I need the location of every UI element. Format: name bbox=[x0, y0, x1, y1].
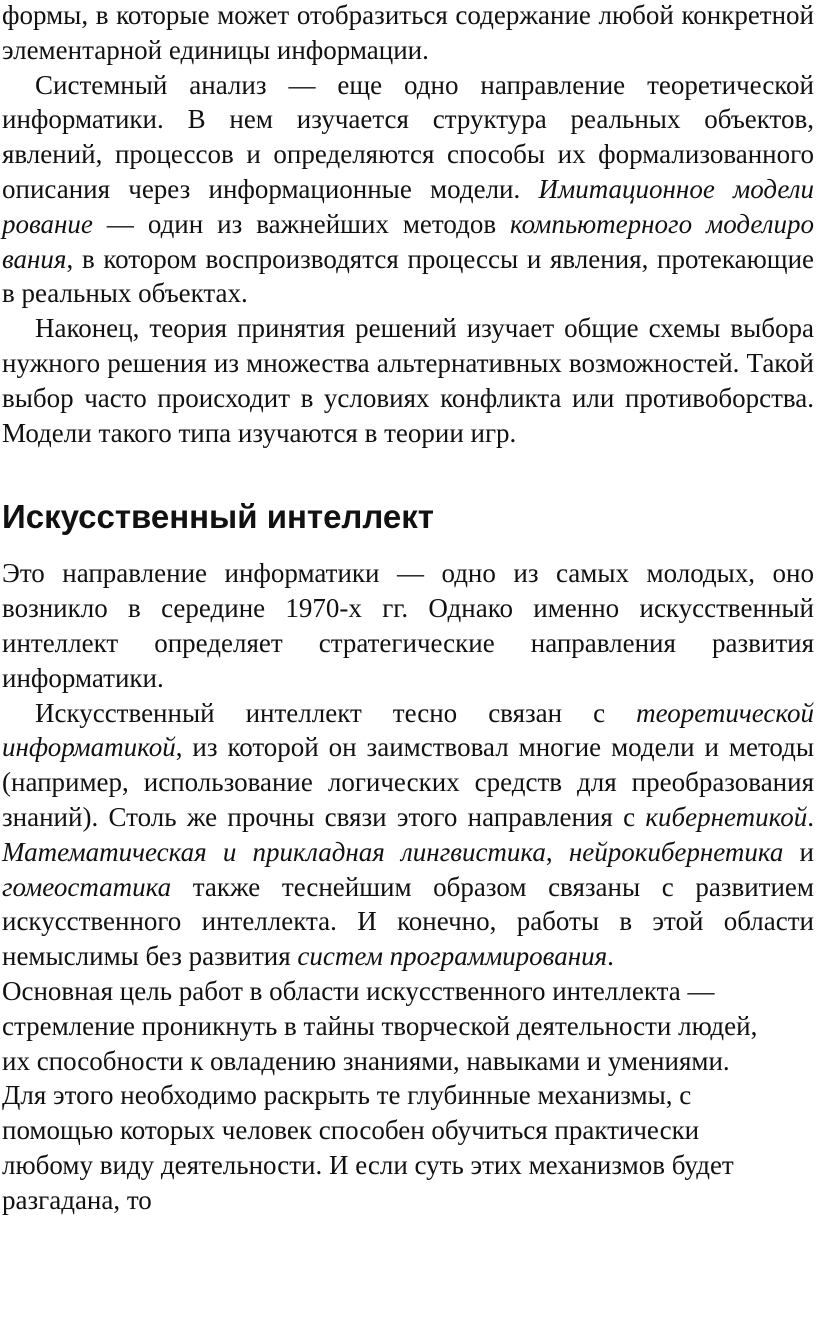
text-run: Системный анализ — еще одно направление теоретической информатики. В нем изучается структура реальных объектов, явлений, процессов и определяются способы их формализованного описания через информационные модели. bbox=[2, 69, 814, 204]
text-run: также теснейшим образом связаны с развитием искусственного интеллекта. И конечно, работы в этой области немыслимы без развития bbox=[2, 871, 814, 972]
text-line: разгадана, то bbox=[2, 1184, 152, 1215]
italic-term-homeostatics: гомеостатика bbox=[2, 871, 172, 902]
text-run: и bbox=[783, 836, 815, 867]
text-run: , bbox=[545, 836, 569, 867]
paragraph-forms: формы, в которые может отобразиться содержание любой конкретной элементарной единицы информации. bbox=[2, 0, 814, 65]
paragraph-system-analysis bbox=[2, 68, 814, 312]
italic-term-simulation-modeling: Имитационное модели рование bbox=[2, 173, 814, 239]
text-line: любому виду деятельности. И если суть этих механизмов будет bbox=[2, 1149, 734, 1180]
text-run: Искусственный интеллект тесно связан с bbox=[35, 697, 637, 728]
text-line: Для этого необходимо раскрыть те глубинные механизмы, с bbox=[2, 1080, 692, 1111]
paragraph-decision-theory: Наконец, теория принятия решений изучает общие схемы выбора нужного решения из множества альтернативных возможностей. Такой выбор часто происходит в условиях конфликта или противоборства. Модели такого типа изучаются в теории игр. bbox=[2, 313, 814, 448]
italic-term-linguistics: Математическая и прикладная лингвистика bbox=[2, 836, 546, 867]
italic-term-computer-modeling: компьютерного моделиро вания bbox=[2, 208, 814, 274]
italic-term-cybernetics: кибернетикой bbox=[645, 801, 808, 832]
italic-term-programming-systems: систем программирования bbox=[297, 941, 608, 972]
spacer bbox=[2, 450, 814, 497]
text-line: стремление проникнуть в тайны творческой деятельности людей, bbox=[2, 1010, 758, 1041]
section-heading: Искусственный интеллект bbox=[2, 498, 434, 536]
spacer bbox=[2, 537, 814, 556]
text-run: , в котором воспроизводятся процессы и явления, протекающие в реальных объектах. bbox=[2, 243, 814, 309]
text-line: помощью которых человек способен обучиться практически bbox=[2, 1115, 700, 1146]
text-line: их способности к овладению знаниями, навыками и умениями. bbox=[2, 1045, 730, 1076]
text-run: — один из важнейших методов bbox=[92, 208, 511, 239]
text-run: . bbox=[607, 941, 614, 972]
text-run: , из которой он заимствовал многие модели и методы (например, использование логических средств для преобразования знаний). Столь же прочны связи этого направления с bbox=[2, 732, 814, 832]
italic-term-theoretical-informatics: теоретической информатикой bbox=[2, 697, 814, 763]
text-line: Основная цель работ в области искусственного интеллекта — bbox=[2, 975, 715, 1006]
italic-term-neurocybernetics: нейрокибернетика bbox=[568, 836, 784, 867]
text-run: . bbox=[807, 801, 814, 832]
paragraph-ai-goal bbox=[2, 974, 814, 1218]
paragraph-ai-intro: Это направление информатики — одно из самых молодых, оно возникло в середине 1970-х гг. Однако именно искусственный интеллект определяет стратегические направления развития информатики. bbox=[2, 558, 814, 693]
paragraph-ai-links bbox=[2, 696, 814, 974]
